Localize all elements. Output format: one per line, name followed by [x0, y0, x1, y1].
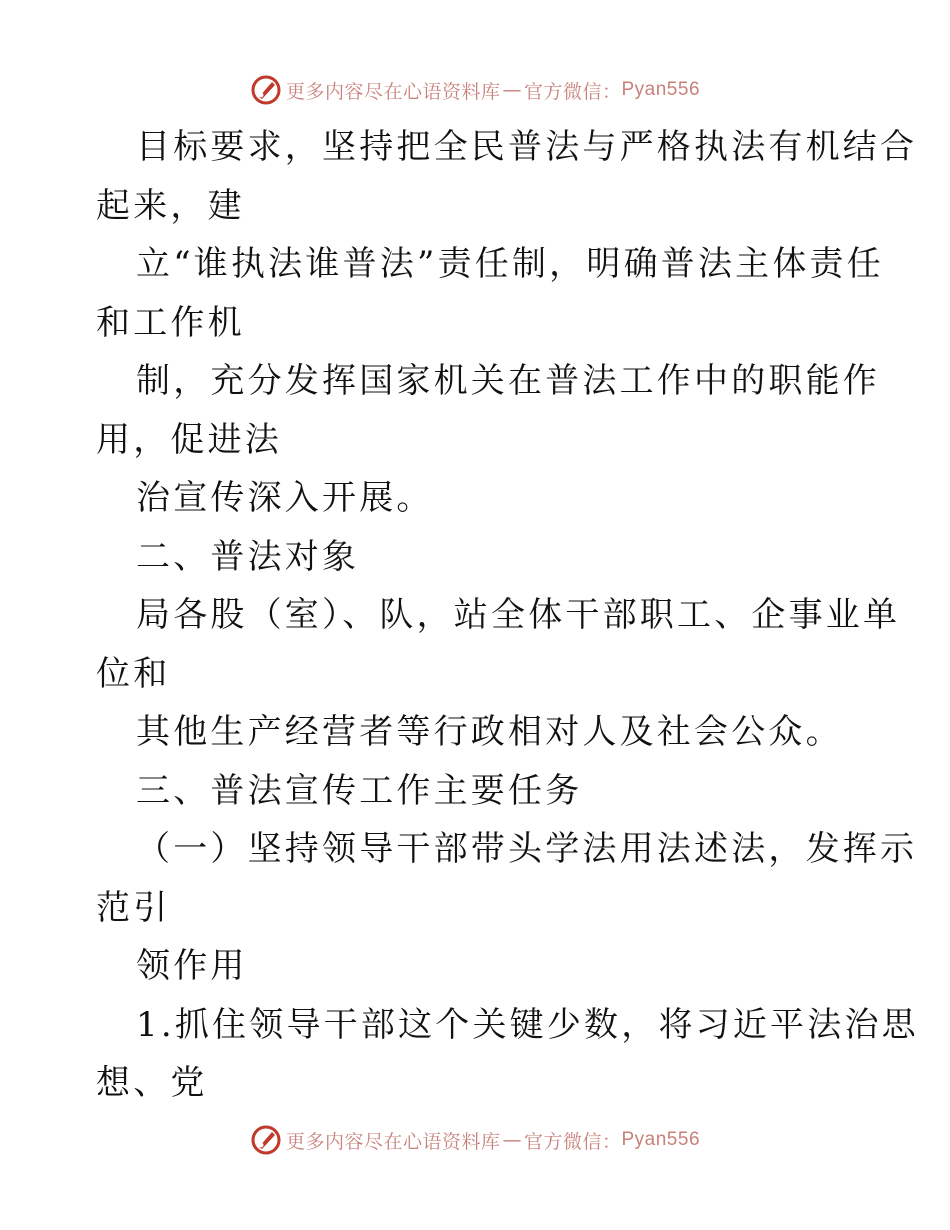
- document-body: [96, 118, 919, 1113]
- paragraph-line: 局各股（室）、队，站全体干部职工、企事业单: [136, 595, 901, 635]
- seal-logo-icon: [250, 1124, 282, 1156]
- watermark-contact-text: 官方微信：: [523, 1130, 622, 1153]
- paragraph-line: 治宣传深入开展。: [136, 478, 434, 518]
- paragraph-line: 范引: [96, 887, 171, 928]
- watermark-separator: —: [502, 79, 522, 101]
- watermark-contact-text: 官方微信：: [523, 80, 622, 103]
- header-watermark: [0, 70, 950, 110]
- watermark-site-text: 更多内容尽在心语资料库: [285, 1130, 501, 1153]
- watermark-contact-id: Pyan556: [621, 79, 701, 100]
- watermark-site-text: 更多内容尽在心语资料库: [285, 80, 501, 103]
- paragraph-line: 位和: [96, 653, 171, 694]
- paragraph-line: 用，促进法: [96, 419, 282, 460]
- paragraph-line: 想、党: [96, 1063, 208, 1103]
- paragraph-line: 立“谁执法谁普法”责任制，明确普法主体责任: [136, 244, 884, 284]
- section-heading: 三、普法宣传工作主要任务: [136, 770, 583, 811]
- footer-watermark: [0, 1120, 950, 1160]
- paragraph-line: 目标要求，坚持把全民普法与严格执法有机结合: [136, 127, 918, 167]
- paragraph-line: 制，充分发挥国家机关在普法工作中的职能作: [136, 361, 880, 401]
- seal-logo-icon: [250, 74, 282, 106]
- watermark-contact-id: Pyan556: [621, 1129, 701, 1150]
- section-heading: 二、普法对象: [136, 536, 360, 577]
- paragraph-line: 和工作机: [96, 302, 245, 343]
- paragraph-line: 其他生产经营者等行政相对人及社会公众。: [136, 712, 843, 752]
- subsection-heading: （一）坚持领导干部带头学法用法述法，发挥示: [136, 829, 918, 869]
- paragraph-line: 起来，建: [96, 185, 245, 226]
- paragraph-line: 领作用: [136, 946, 248, 986]
- watermark-separator: —: [502, 1129, 522, 1151]
- list-item: 1.抓住领导干部这个关键少数，将习近平法治思: [136, 1004, 919, 1045]
